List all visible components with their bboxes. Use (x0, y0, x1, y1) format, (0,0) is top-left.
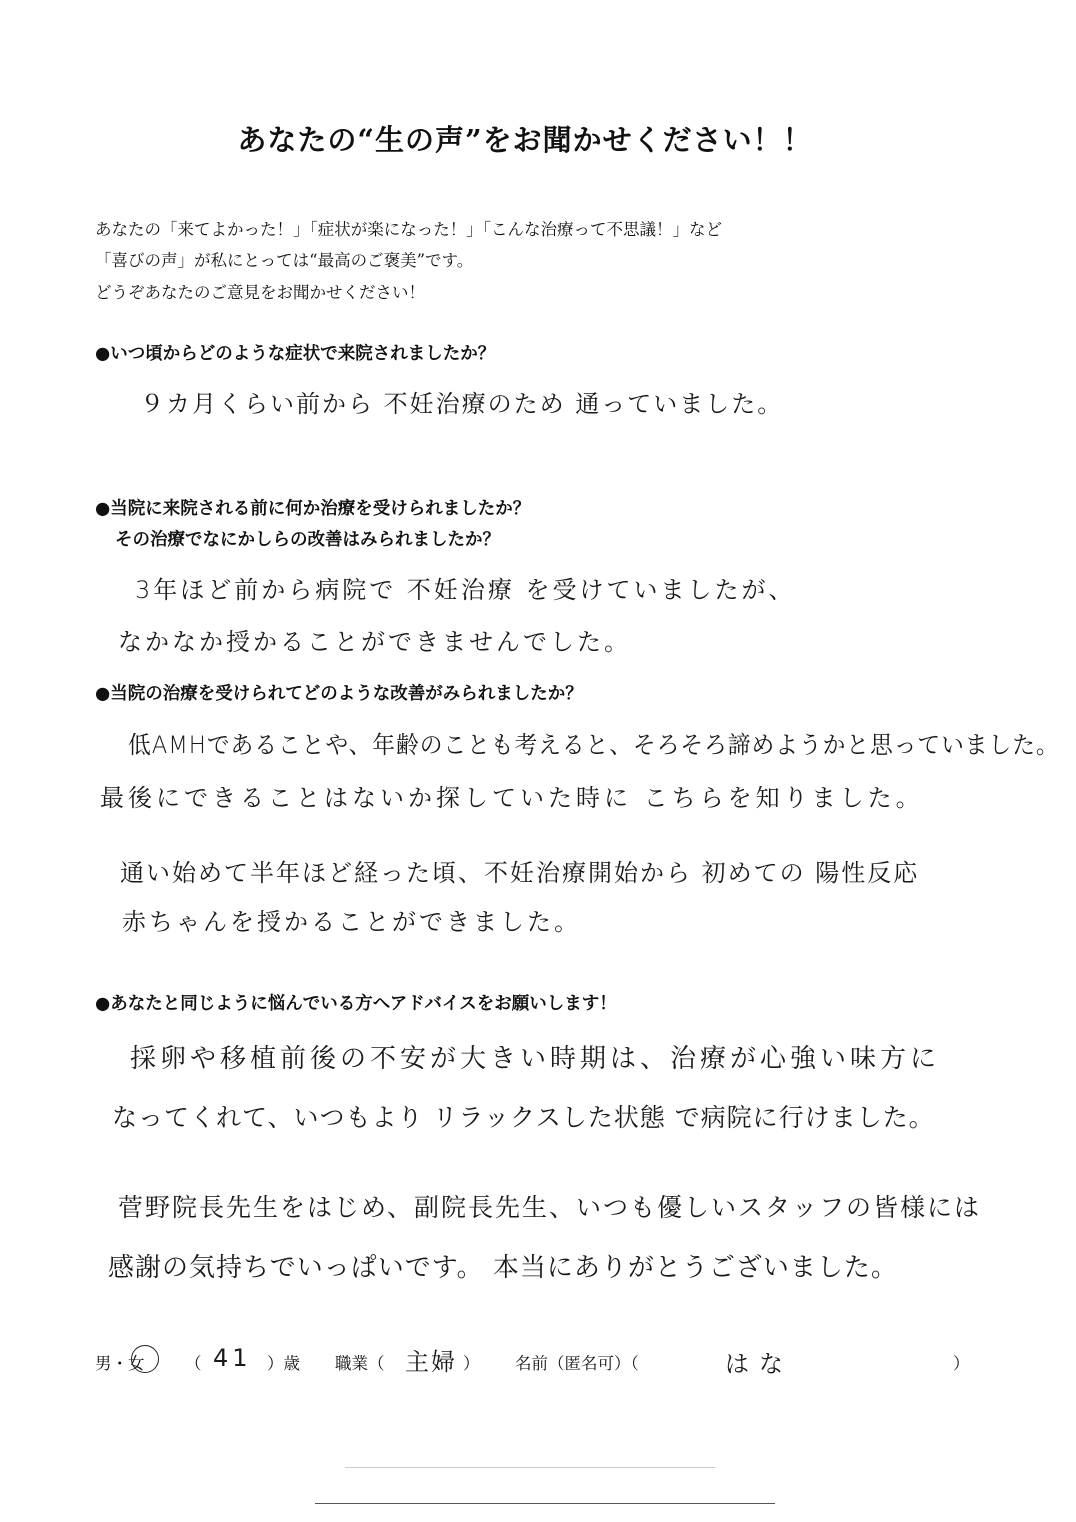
name-value: はな (725, 1350, 793, 1378)
question-4: ●あなたと同じように悩んでいる方へアドバイスをお願いします！ (95, 994, 617, 1014)
answer-3-line-4: 赤ちゃんを授かることができました。 (122, 908, 581, 936)
occupation-label: 職業（ (335, 1354, 385, 1373)
question-2-line-1: ●当院に来院される前に何か治療を受けられましたか？ (95, 499, 531, 519)
occupation-value: 主婦 (405, 1348, 457, 1376)
question-2-line-2: その治療でなにかしらの改善はみられましたか？ (115, 530, 500, 550)
question-1: ●いつ頃からどのような症状で来院されましたか？ (95, 344, 496, 364)
answer-4-line-1: 採卵や移植前後の不安が大きい時期は、治療が心強い味方に (130, 1044, 941, 1074)
age-open: （ (185, 1354, 202, 1373)
name-label: 名前（匿名可）（ (515, 1354, 639, 1373)
bottom-rule (315, 1503, 775, 1504)
age-close: ）歳 (267, 1354, 300, 1373)
name-close: ） (953, 1354, 970, 1373)
answer-3-line-2: 最後にできることはないか探していた時に こちらを知りました。 (100, 784, 924, 812)
answer-4-line-3: 菅野院長先生をはじめ、副院長先生、いつも優しいスタッフの皆様には (118, 1193, 982, 1222)
question-3: ●当院の治療を受けられてどのような改善がみられましたか？ (95, 684, 583, 704)
intro-line-2: 「喜びの声」が私にとっては“最高のご褒美”です。 (95, 251, 474, 270)
answer-3-line-1: 低AMHであることや、年齢のことも考えると、そろそろ諦めようかと思っていました。 (128, 731, 1060, 759)
answer-3-line-3: 通い始めて半年ほど経った頃、不妊治療開始から 初めての 陽性反応 (120, 859, 920, 887)
answer-2-line-2: なかなか授かることができませんでした。 (118, 628, 631, 656)
answer-4-line-4: 感謝の気持ちでいっぱいです。 本当にありがとうございました。 (108, 1253, 898, 1283)
form-title: あなたの“生の声”をお聞かせください！！ (237, 123, 813, 157)
age-value: 41 (213, 1344, 252, 1372)
intro-line-3: どうぞあなたのご意見をお聞かせください！ (95, 283, 425, 302)
faint-scan-line (345, 1467, 715, 1468)
respondent-profile (95, 1344, 995, 1380)
gender-label: 男・女 (95, 1354, 145, 1373)
answer-4-line-2: なってくれて、いつもより リラックスした状態 で病院に行けました。 (112, 1103, 935, 1132)
answer-1-line-1: ９カ月くらい前から 不妊治療のため 通っていました。 (140, 390, 784, 418)
intro-line-1: あなたの「来てよかった！」「症状が楽になった！」「こんな治療って不思議！」など (95, 220, 722, 239)
answer-2-line-1: 3年ほど前から病院で 不妊治療 を受けていましたが、 (135, 576, 796, 604)
occupation-close: ） (463, 1354, 480, 1373)
gender-selected-circle (131, 1345, 159, 1373)
